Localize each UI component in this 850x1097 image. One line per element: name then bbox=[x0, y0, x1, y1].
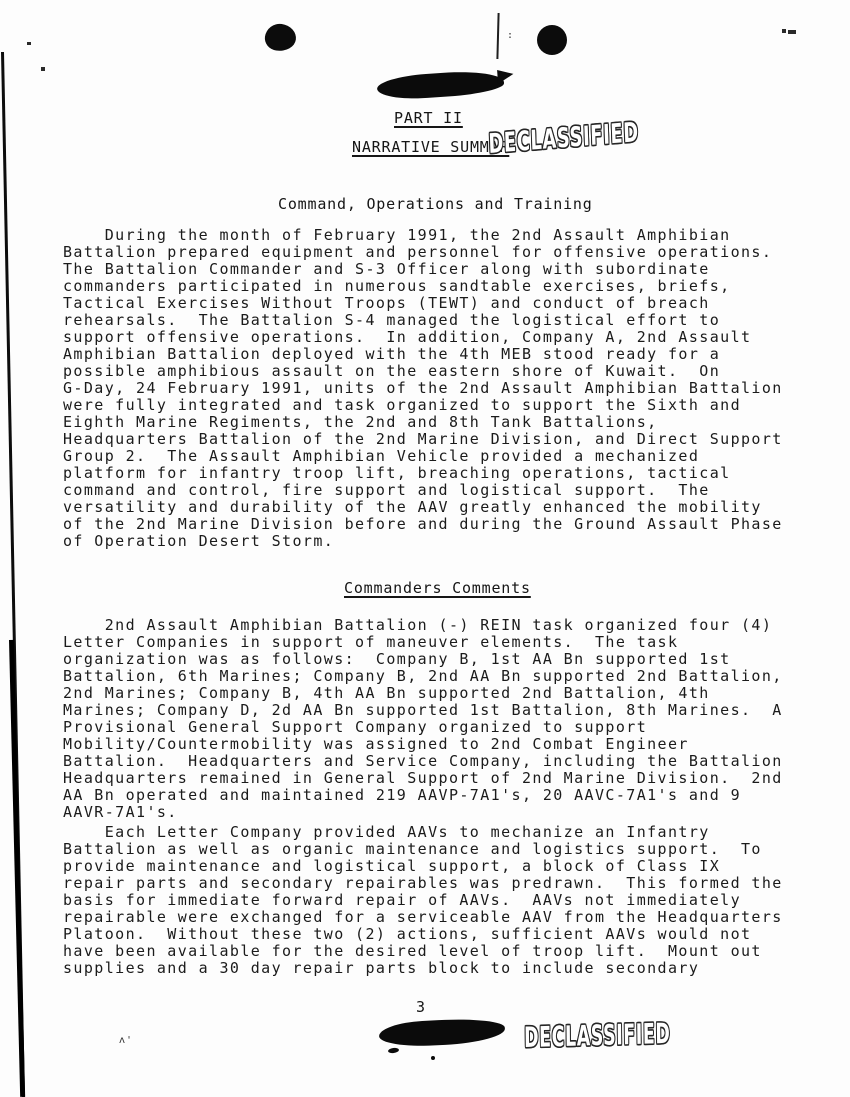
paragraph-task-organization: 2nd Assault Amphibian Battalion (-) REIN task organized four (4) Letter Companies in support of maneuver elements. The task organization was as follows: Company B, 1st AA Bn supported 1st Battalion, 6th Marines; Company B, 2nd AA Bn supported 2nd Battalion, 2nd Marines; Company B, 4th AA Bn supported 2nd Battalion, 4th Marines; Company D, 2d AA Bn supported 1st Battalion, 8th Marines. A Provisional General Support Company organized to support Mobility/Countermobility was assigned to 2nd Combat Engineer Battalion. Headquarters and Service Company, including the Battalion Headquarters remained in General Support of 2nd Marine Division. 2nd AA Bn operated and maintained 219 AAVP-7A1's, 20 AAVC-7A1's and 9 AAVR-7A1's. bbox=[63, 616, 783, 821]
redaction-mark-bottom bbox=[378, 1017, 505, 1049]
part-title: PART II bbox=[394, 109, 463, 127]
scan-speck bbox=[788, 30, 796, 34]
paragraph-letter-company-support: Each Letter Company provided AAVs to mechanize an Infantry Battalion as well as organic maintenance and logistics support. To provide maintenance and logistical support, a block of Class IX repair parts and secondary repairables was predrawn. This formed the basis for immediate forward repair of AAVs. AAVs not immediately repairable were exchanged for a serviceable AAV from the Headquarters Platoon. Without these two (2) actions, sufficient AAVs would not have been available for the desired level of troop lift. Mount out supplies and a 30 day repair parts block to include secondary bbox=[63, 823, 783, 977]
declassified-stamp-top: DECLASSIFIED bbox=[488, 117, 640, 160]
narrative-summary-title: NARRATIVE SUMMAR bbox=[352, 138, 510, 156]
page-number: 3 bbox=[416, 998, 427, 1016]
scan-edge-line bbox=[1, 52, 25, 1097]
redaction-mark-top bbox=[376, 69, 504, 102]
scan-speck bbox=[41, 67, 45, 71]
hole-punch-left bbox=[263, 22, 297, 53]
colon-mark: : bbox=[507, 30, 514, 41]
paragraph-operations: During the month of February 1991, the 2nd Assault Amphibian Battalion prepared equipment and personnel for offensive operations. The Battalion Commander and S-3 Officer along with subordinate commanders participated in numerous sandtable exercises, briefs, Tactical Exercises Without Troops (TEWT) and conduct of breach rehearsals. The Battalion S-4 managed the logistical effort to support offensive operations. In addition, Company A, 2nd Assault Amphibian Battalion deployed with the 4th MEB stood ready for a possible amphibious assault on the eastern shore of Kuwait. On G-Day, 24 February 1991, units of the 2nd Assault Amphibian Battalion were fully integrated and task organized to support the Sixth and Eighth Marine Regiments, the 2nd and 8th Tank Battalions, Headquarters Battalion of the 2nd Marine Division, and Direct Support Group 2. The Assault Amphibian Vehicle provided a mechanized platform for infantry troop lift, breaching operations, tactical command and control, fire support and logistical support. The versatility and durability of the AAV greatly enhanced the mobility of the 2nd Marine Division before and during the Ground Assault Phase of Operation Desert Storm. bbox=[63, 226, 783, 550]
corner-pencil-mark: ʌ' bbox=[119, 1035, 134, 1046]
scan-speck bbox=[782, 29, 786, 33]
redaction-speck bbox=[431, 1056, 435, 1060]
scan-speck bbox=[27, 42, 31, 45]
declassified-stamp-bottom: DECLASSIFIED bbox=[524, 1016, 671, 1054]
fold-line-mark bbox=[496, 13, 499, 59]
section-heading-command-operations-training: Command, Operations and Training bbox=[278, 195, 593, 213]
hole-punch-right bbox=[537, 25, 567, 55]
section-heading-commanders-comments: Commanders Comments bbox=[344, 579, 531, 597]
redaction-speck bbox=[388, 1047, 400, 1053]
